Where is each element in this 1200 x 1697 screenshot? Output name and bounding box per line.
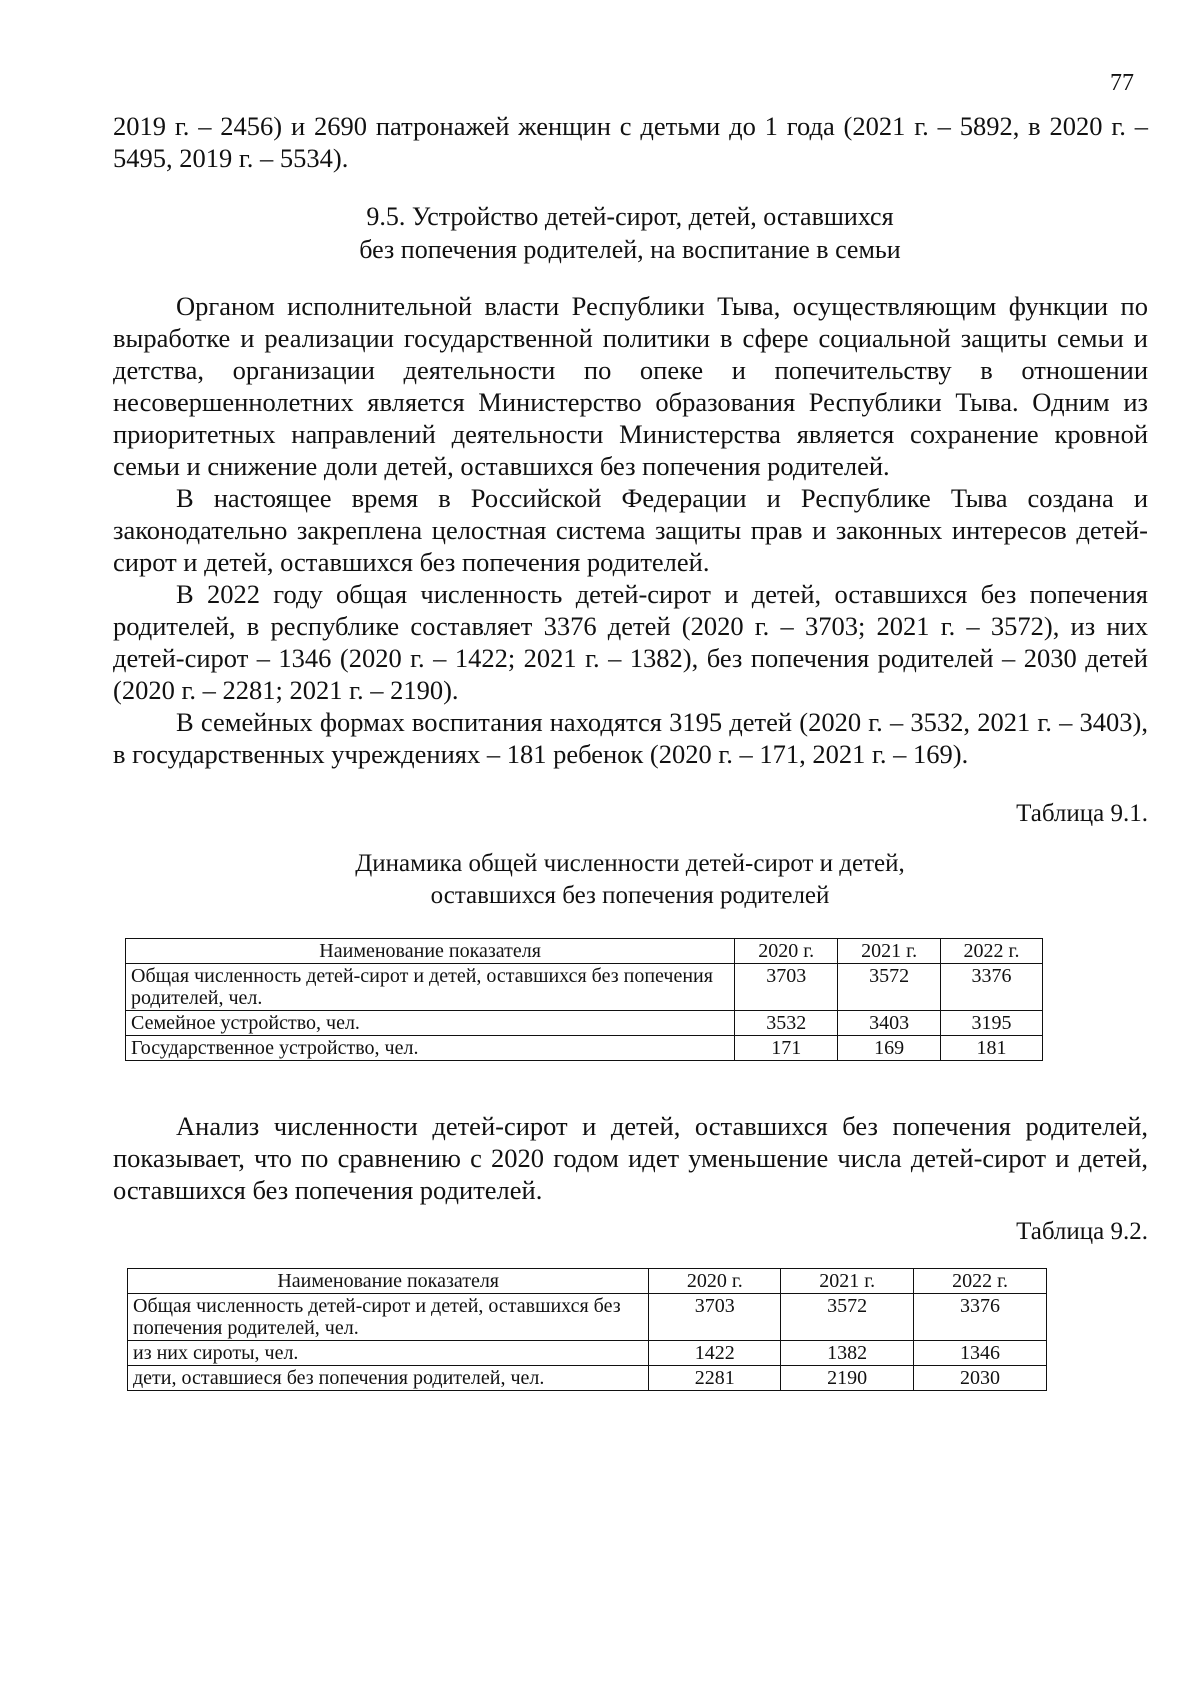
cell-value: 3703 — [735, 964, 838, 1011]
paragraph-4: В семейных формах воспитания находятся 3195 детей (2020 г. – 3532, 2021 г. – 3403), в государственных учреждениях – 181 ребенок (2020 г. – 171, 2021 г. – 169). — [113, 707, 1148, 769]
analysis-paragraph — [113, 1110, 1148, 1206]
section-title-line-2: без попечения родителей, на воспитание в семьи — [359, 235, 901, 264]
table1-title-line-2: оставшихся без попечения родителей — [430, 882, 830, 909]
table1-title — [220, 848, 1040, 912]
intro-text: 2019 г. – 2456) и 2690 патронажей женщин с детьми до 1 года (2021 г. – 5892, в 2020 г. – 5495, 2019 г. – 5534). — [113, 111, 1148, 173]
cell-value: 3195 — [941, 1011, 1043, 1036]
table-header-row — [126, 939, 1043, 964]
table-row — [126, 1036, 1043, 1061]
cell-value: 171 — [735, 1036, 838, 1061]
table-row — [128, 1294, 1047, 1341]
row-label: Государственное устройство, чел. — [126, 1036, 735, 1061]
cell-value: 3376 — [914, 1294, 1047, 1341]
page-number: 77 — [1110, 70, 1134, 96]
cell-value: 3572 — [781, 1294, 914, 1341]
row-label: Семейное устройство, чел. — [126, 1011, 735, 1036]
header-indicator: Наименование показателя — [126, 939, 735, 964]
body-text — [113, 290, 1148, 770]
table1-caption: Таблица 9.1. — [1016, 800, 1148, 827]
header-2021: 2021 г. — [781, 1269, 914, 1294]
cell-value: 1382 — [781, 1341, 914, 1366]
section-title-line-1: 9.5. Устройство детей-сирот, детей, оставшихся — [366, 202, 894, 231]
table-header-row — [128, 1269, 1047, 1294]
cell-value: 3403 — [838, 1011, 941, 1036]
header-2022: 2022 г. — [941, 939, 1043, 964]
header-2021: 2021 г. — [838, 939, 941, 964]
table-row — [128, 1366, 1047, 1391]
paragraph-2: В настоящее время в Российской Федерации и Республике Тыва создана и законодательно закреплена целостная система защиты прав и законных интересов детей-сирот и детей, оставшихся без попечения родителей. — [113, 483, 1148, 577]
table-row — [126, 964, 1043, 1011]
paragraph-1: Органом исполнительной власти Республики Тыва, осуществляющим функции по выработке и реализации государственной политики в сфере социальной защиты семьи и детства, организации деятельности по опеке и попечительству в отношении несовершеннолетних является Министерство образования Республики Тыва. Одним из приоритетных направлений деятельности Министерства является сохранение кровной семьи и снижение доли детей, оставшихся без попечения родителей. — [113, 291, 1148, 481]
intro-paragraph — [113, 110, 1148, 174]
cell-value: 2190 — [781, 1366, 914, 1391]
header-2022: 2022 г. — [914, 1269, 1047, 1294]
header-2020: 2020 г. — [735, 939, 838, 964]
cell-value: 169 — [838, 1036, 941, 1061]
cell-value: 3376 — [941, 964, 1043, 1011]
cell-value: 1422 — [649, 1341, 781, 1366]
row-label: Общая численность детей-сирот и детей, оставшихся без попечения родителей, чел. — [128, 1294, 649, 1341]
cell-value: 3532 — [735, 1011, 838, 1036]
cell-value: 3703 — [649, 1294, 781, 1341]
table-9-1 — [125, 938, 1043, 1061]
table2-caption: Таблица 9.2. — [1016, 1218, 1148, 1245]
table-row — [128, 1341, 1047, 1366]
table-row — [126, 1011, 1043, 1036]
cell-value: 2281 — [649, 1366, 781, 1391]
cell-value: 181 — [941, 1036, 1043, 1061]
table1-title-line-1: Динамика общей численности детей-сирот и детей, — [355, 850, 905, 877]
row-label: из них сироты, чел. — [128, 1341, 649, 1366]
section-heading — [150, 200, 1110, 266]
cell-value: 2030 — [914, 1366, 1047, 1391]
header-2020: 2020 г. — [649, 1269, 781, 1294]
row-label: Общая численность детей-сирот и детей, оставшихся без попечения родителей, чел. — [126, 964, 735, 1011]
analysis-text: Анализ численности детей-сирот и детей, оставшихся без попечения родителей, показывает, что по сравнению с 2020 годом идет уменьшение числа детей-сирот и детей, оставшихся без попечения родителей. — [113, 1111, 1148, 1205]
cell-value: 1346 — [914, 1341, 1047, 1366]
table-9-2 — [127, 1268, 1047, 1391]
paragraph-3: В 2022 году общая численность детей-сирот и детей, оставшихся без попечения родителей, в республике составляет 3376 детей (2020 г. – 3703; 2021 г. – 3572), из них детей-сирот – 1346 (2020 г. – 1422; 2021 г. – 1382), без попечения родителей – 2030 детей (2020 г. – 2281; 2021 г. – 2190). — [113, 579, 1148, 705]
row-label: дети, оставшиеся без попечения родителей, чел. — [128, 1366, 649, 1391]
header-indicator: Наименование показателя — [128, 1269, 649, 1294]
cell-value: 3572 — [838, 964, 941, 1011]
